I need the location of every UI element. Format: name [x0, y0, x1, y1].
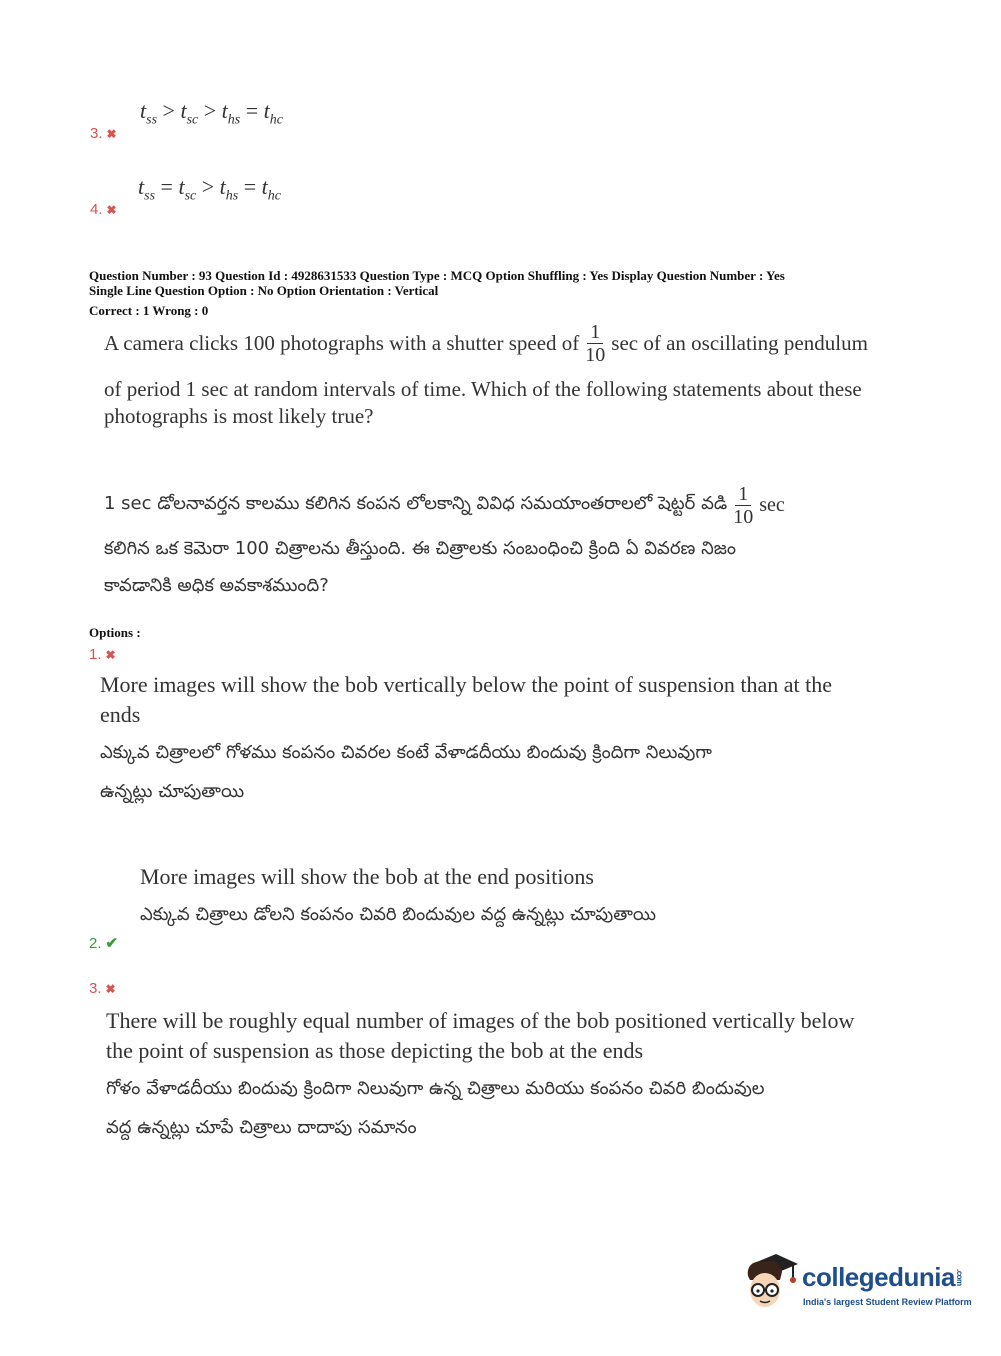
option-3-en-line2: the point of suspension as those depicting the bob at the ends [106, 1038, 644, 1063]
option-number: 4. ✖ [90, 201, 117, 218]
question-te-line2: కలిగిన ఒక కెమెరా 100 చిత్రాలను తీస్తుంది. ఈ చిత్రాలకు సంబంధించి క్రింది ఏ వివరణ నిజం [104, 538, 737, 559]
wrong-icon: ✖ [106, 203, 117, 217]
formula-4: $t_{ss} = t_{sc} > t_{hs} = t_{hc}$ [138, 174, 282, 204]
option-3-te-line2: వద్ద ఉన్నట్లు చూపే చిత్రాలు దాదాపు సమానం [106, 1117, 417, 1138]
option-1-en-line2: ends [100, 702, 141, 727]
prev-option-4 [88, 172, 488, 222]
wrong-icon: ✖ [105, 648, 116, 662]
mascot-icon [742, 1250, 800, 1312]
fraction: $\frac{1}{10}$ [585, 320, 606, 366]
wrong-icon: ✖ [106, 127, 117, 141]
option-3-te-line1: గోళం వేళాడదీయు బిందువు క్రిందిగా నిలువుగా ఉన్న చిత్రాలు మరియు కంపనం చివరి బిందువుల [106, 1078, 765, 1099]
option-3[interactable] [106, 1006, 906, 1142]
option-1-en-line1: More images will show the bob vertically below the point of suspension than at the [100, 672, 832, 697]
option-1-number: 1. ✖ [89, 646, 116, 663]
wrong-icon: ✖ [105, 982, 116, 996]
logo-name: collegedunia.com [802, 1262, 964, 1292]
question-te-line1: 1 sec డోలనావర్తన కాలము కలిగిన కంపన లోలకాన్ని వివిధ సమయాంతరాలలో షెట్టర్ వడి $\frac{1}{10}$ sec [104, 482, 785, 528]
options-label: Options : [89, 625, 141, 640]
option-number: 3. ✖ [90, 125, 117, 142]
question-en-line3: photographs is most likely true? [104, 404, 374, 428]
option-2-number: 2. ✔ [89, 935, 119, 952]
question-meta-line3: Correct : 1 Wrong : 0 [89, 303, 209, 318]
question-en-line2: of period 1 sec at random intervals of time. Which of the following statements about these [104, 377, 862, 401]
option-1[interactable] [100, 670, 900, 806]
prev-option-3 [88, 96, 488, 146]
logo-tagline: India's largest Student Review Platform [803, 1297, 972, 1307]
question-english [104, 318, 904, 430]
option-2-te-line1: ఎక్కువ చిత్రాలు డోలని కంపనం చివరి బిందువుల వద్ద ఉన్నట్లు చూపుతాయి [140, 904, 657, 925]
option-1-te-line1: ఎక్కువ చిత్రాలలో గోళము కంపనం చివరల కంటే వేళాడదీయు బిందువు క్రిందిగా నిలువుగా [100, 742, 712, 763]
option-2[interactable] [140, 862, 900, 929]
fraction: $\frac{1}{10}$ [733, 482, 754, 528]
question-te-line3: కావడానికి అధిక అవకాశముంది? [104, 575, 329, 596]
question-meta [89, 268, 989, 318]
question-meta-line2: Single Line Question Option : No Option Orientation : Vertical [89, 283, 439, 298]
check-icon: ✔ [105, 935, 119, 952]
collegedunia-logo [742, 1250, 972, 1320]
option-1-te-line2: ఉన్నట్లు చూపుతాయి [100, 781, 245, 802]
option-2-en-line1: More images will show the bob at the end positions [140, 864, 594, 889]
option-3-en-line1: There will be roughly equal number of images of the bob positioned vertically below [106, 1008, 855, 1033]
question-meta-line1: Question Number : 93 Question Id : 4928631533 Question Type : MCQ Option Shuffling : Yes Display Question Number : Yes [89, 268, 785, 283]
formula-3: $t_{ss} > t_{sc} > t_{hs} = t_{hc}$ [140, 98, 284, 128]
option-3-number: 3. ✖ [89, 980, 116, 997]
question-en-line1: A camera clicks 100 photographs with a shutter speed of $\frac{1}{10}$ sec of an oscillating pendulum [104, 320, 868, 366]
question-telugu [104, 480, 904, 600]
